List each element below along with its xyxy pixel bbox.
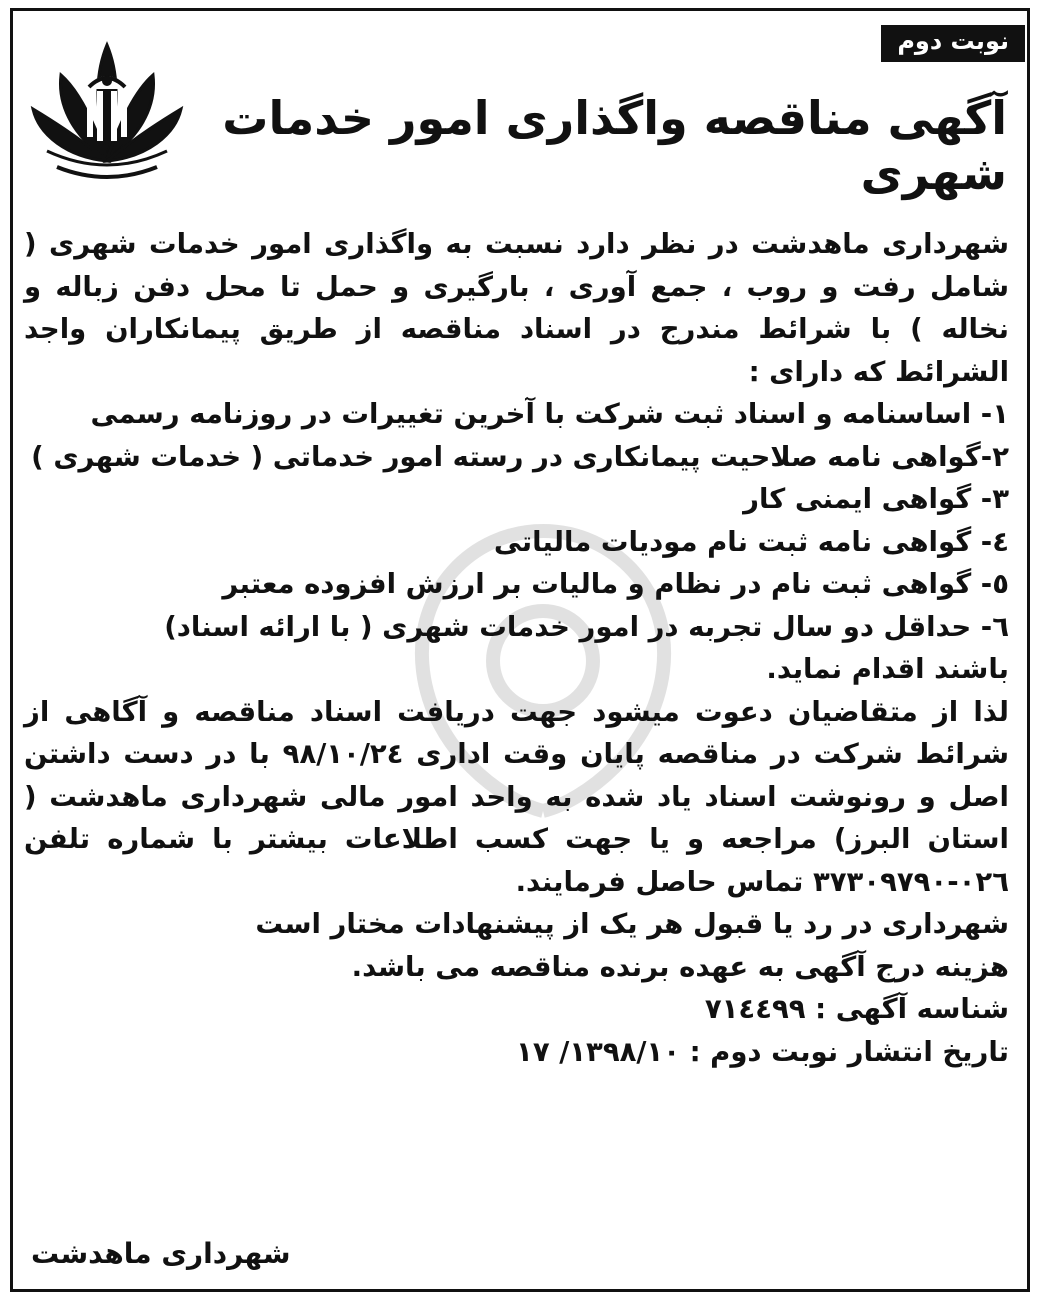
notice-page xyxy=(10,8,1030,1292)
publish-date: تاریخ انتشار نوبت دوم : ۱۳۹۸/۱۰/ ۱۷ xyxy=(516,1035,1009,1068)
intro-paragraph: شهرداری ماهدشت در نظر دارد نسبت به واگذاری امور خدمات شهری ( شامل رفت و روب ، جمع آوری ، بارگیری و حمل تا محل دفن زباله و نخاله ) با شرائط مندرج در اسناد مناقصه از طریق پیمانکاران واجد الشرائط که دارای : xyxy=(24,228,1009,388)
invitation-paragraph: لذا از متقاضیان دعوت میشود جهت دریافت اسناد مناقصه و آگاهی از شرائط شرکت در مناقصه پایان وقت اداری ۹۸/۱۰/۲٤ با در دست داشتن اصل و رونوشت اسناد یاد شده به واحد امور مالی شهرداری ماهدشت ( استان البرز) مراجعه و یا جهت کسب اطلاعات بیشتر با شماره تلفن ۰۲٦-۳۷۳۰۹۷۹۰ تماس حاصل فرمایند. xyxy=(24,695,1009,898)
requirement-item: ٤- گواهی نامه ثبت نام مودیات مالیاتی xyxy=(493,525,1009,558)
requirement-item: ۳- گواهی ایمنی کار xyxy=(743,483,1009,515)
requirement-item: ۲-گواهی نامه صلاحیت پیمانکاری در رسته امور خدماتی ( خدمات شهری ) xyxy=(31,440,1009,473)
notice-title: آگهی مناقصه واگذاری امور خدمات شهری xyxy=(222,91,1007,201)
signature: شهرداری ماهدشت xyxy=(31,1237,291,1270)
rights-statement: شهرداری در رد یا قبول هر یک از پیشنهادات مختار است xyxy=(255,908,1009,940)
requirement-item: ٥- گواهی ثبت نام در نظام و مالیات بر ارزش افزوده معتبر xyxy=(222,568,1009,600)
ad-id: شناسه آگهی : ۷۱٤٤۹۹ xyxy=(704,993,1009,1025)
municipality-logo-icon xyxy=(27,39,187,189)
closing-phrase: باشند اقدام نماید. xyxy=(766,653,1009,685)
cost-statement: هزینه درج آگهی به عهده برنده مناقصه می باشد. xyxy=(351,950,1009,983)
notice-body xyxy=(24,223,1009,1073)
round-badge: نوبت دوم xyxy=(881,25,1025,62)
requirement-item: ٦- حداقل دو سال تجربه در امور خدمات شهری ( با ارائه اسناد) xyxy=(164,610,1009,643)
requirement-item: ۱- اساسنامه و اسناد ثبت شرکت با آخرین تغییرات در روزنامه رسمی xyxy=(90,398,1009,430)
